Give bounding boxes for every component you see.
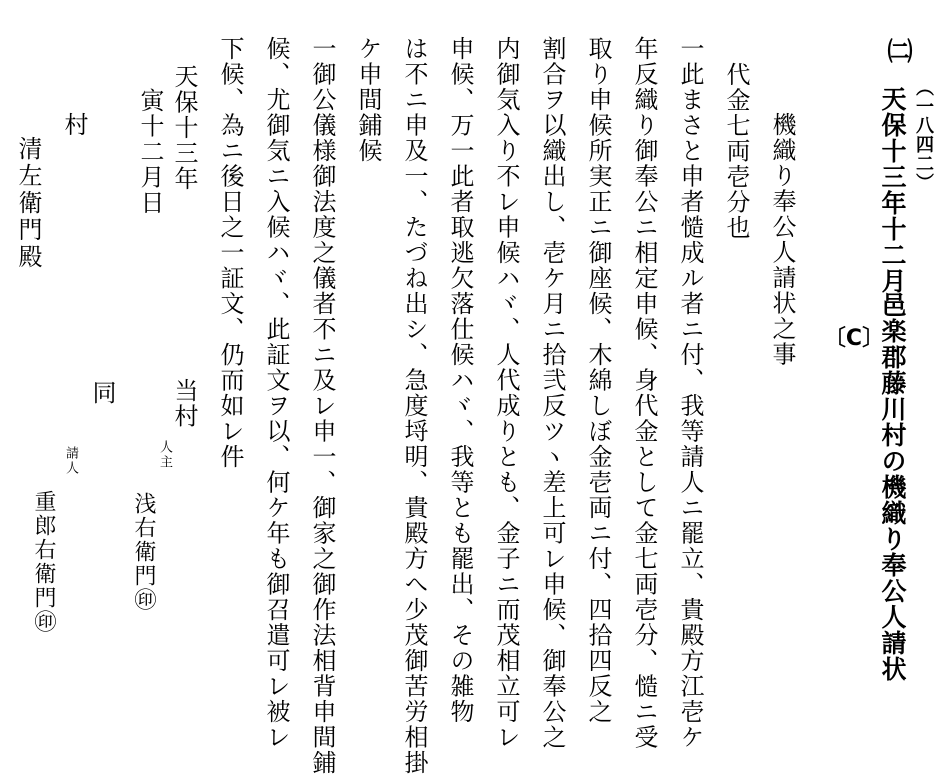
guarantor-role: 請人 <box>63 446 78 476</box>
document-heading: 機織り奉公人請状之事 <box>768 112 796 367</box>
section-label: 〔C〕 <box>823 325 885 351</box>
village-role: 人主 <box>157 440 172 470</box>
document-title: 邑楽郡藤川村の機織り奉公人請状 <box>878 292 907 682</box>
body-line-11: 下候、為ニ後日之一証文、仍而如レ件 <box>216 36 244 470</box>
date-month: 寅十二月日 <box>136 88 164 216</box>
same-label: 同 <box>88 380 116 406</box>
body-line-4: 割合ヲ以織出し、壱ケ月ニ拾弐反ツヽ差上可レ申候、御奉公之 <box>538 36 566 750</box>
body-line-2: 年反織り御奉公ニ相定申候、身代金として金七両壱分、慥ニ受 <box>630 36 658 750</box>
body-line-9: 一御公儀様御法度之儀者不ニ及レ申一、御家之御作法相背申間鋪 <box>308 36 336 776</box>
date-year: 天保十三年 <box>170 64 198 192</box>
village-person: 浅右衛門㊞ <box>131 492 156 612</box>
body-line-3: 取り申候所実正ニ御座候、木綿しぼ金壱両ニ付、四拾四反之 <box>584 36 612 725</box>
guarantor-person: 重郎右衛門㊞ <box>31 490 56 634</box>
document-amount: 代金七両壱分也 <box>722 62 750 241</box>
addressee-village: 村 <box>60 112 88 138</box>
body-line-10: 候、尤御気ニ入候ハヾ、此証文ヲ以、何ケ年も御召遣可レ被レ <box>262 36 290 750</box>
body-line-5: 内御気入り不レ申候ハヾ、人代成りとも、金子ニ而茂相立可レ <box>492 36 520 750</box>
village-label: 当村 <box>170 378 198 429</box>
body-line-1: 一此まさと申者慥成ル者ニ付、我等請人ニ罷立、貴殿方江壱ケ <box>676 36 704 750</box>
document-number: ㈡ <box>884 38 913 64</box>
document-year-code: （一八四二） <box>913 78 934 192</box>
addressee-name: 清左衛門殿 <box>14 136 42 271</box>
document-title-date: 天保十三年十二月 <box>878 86 907 294</box>
body-line-7: は不ニ申及一、たづね出シ、急度埒明、貴殿方へ少茂御苦労相掛 <box>400 36 428 776</box>
body-line-8: ケ申間鋪候 <box>354 36 382 164</box>
body-line-6: 申候、万一此者取逃欠落仕候ハヾ、我等とも罷出、その雑物 <box>446 36 474 725</box>
